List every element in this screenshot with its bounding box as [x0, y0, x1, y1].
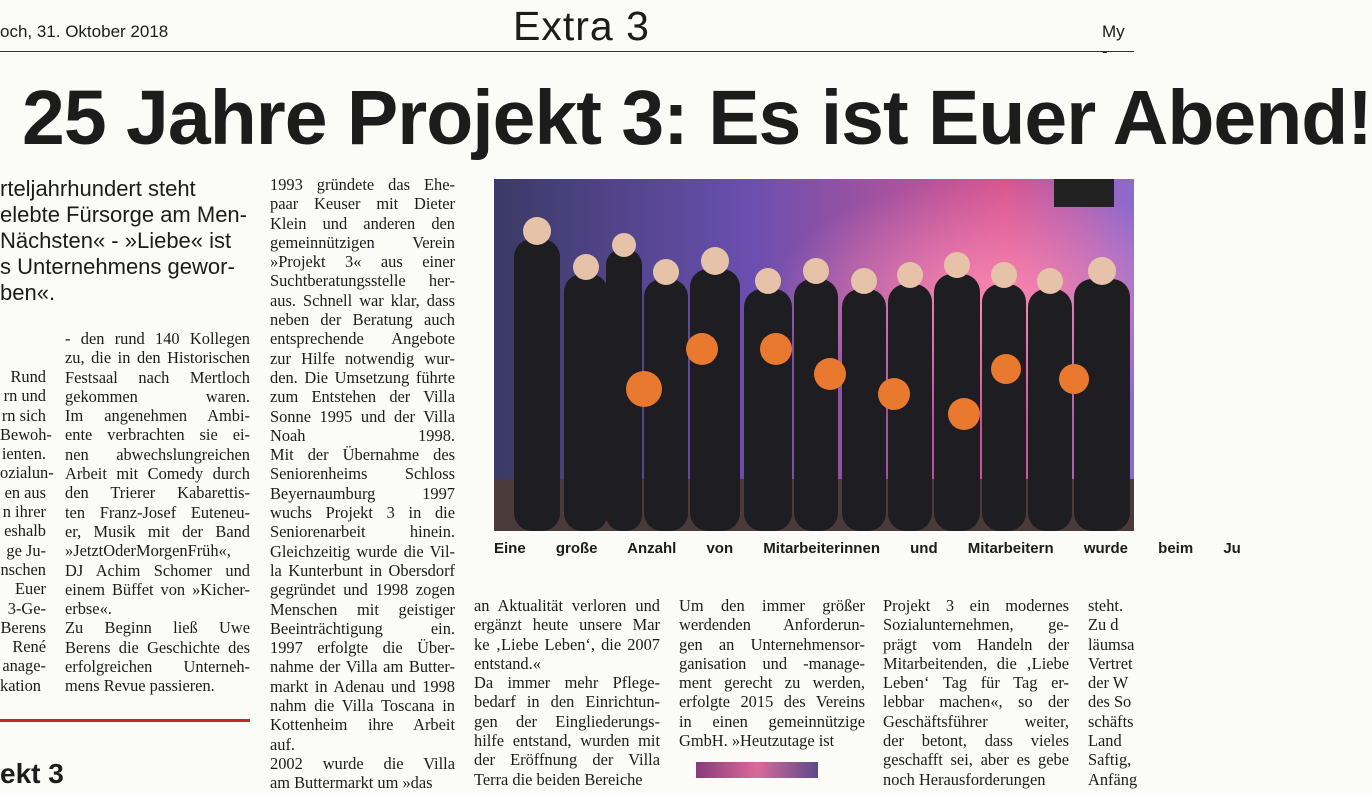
text-line: gegründet und 1998 zogen: [270, 580, 455, 600]
text-line: zum Entstehen der Villa: [270, 387, 455, 407]
text-line: schäfts: [1088, 711, 1134, 731]
column-6: [1088, 596, 1138, 789]
text-line: ienten.: [1, 444, 46, 464]
text-line: der W: [1088, 673, 1129, 693]
text-line: Leben‘ Tag für Tag er-: [883, 673, 1069, 693]
text-line: Rund: [10, 367, 46, 386]
text-line: ergänzt heute unsere Mar: [474, 615, 660, 635]
text-line: ke ‚Liebe Leben‘, die 2007: [474, 634, 660, 654]
text-line: markt in Adenau und 1998: [270, 676, 455, 696]
text-line: la Kunterbunt in Obersdorf: [270, 560, 455, 580]
column-4: [679, 596, 865, 750]
text-line: bedarf in den Einrichtun-: [474, 692, 660, 712]
lead-line: s Unternehmens gewor-: [0, 254, 235, 279]
section-subhead: ekt 3: [0, 758, 64, 789]
text-line: Berens: [0, 617, 46, 637]
text-line: Vertret: [1088, 653, 1133, 673]
text-line: Sonne 1995 und der Villa: [270, 406, 455, 426]
text-line: erfolgreichen Unterneh-: [65, 657, 250, 677]
text-line: an Aktualität verloren und: [474, 596, 660, 615]
text-line: gen der Eingliederungs-: [474, 711, 660, 731]
text-line: n ihrer: [2, 502, 46, 522]
text-line: neben der Beratung auch: [270, 310, 455, 330]
text-line: des So: [1088, 692, 1132, 712]
text-line: eshalb: [4, 521, 46, 541]
text-line: nschen: [0, 559, 46, 579]
text-line: 1997 erfolgte die Über-: [270, 638, 455, 658]
text-line: erbse«.: [65, 599, 112, 619]
text-line: Festsaal nach Mertloch: [65, 367, 250, 387]
header-rule: [0, 51, 1134, 52]
text-line: Bewoh-: [0, 424, 52, 444]
text-line: gen an Unternehmensor-: [679, 634, 865, 654]
text-line: ge Ju-: [6, 540, 46, 560]
lead-paragraph: [0, 176, 250, 306]
text-line: entsprechende Angebote: [270, 329, 455, 349]
text-line: ozialun-: [0, 463, 54, 483]
text-line: Um den immer größer: [679, 596, 865, 615]
text-line: Suchtberatungsstelle her-: [270, 271, 455, 291]
text-line: den. Die Umsetzung führte: [270, 367, 455, 387]
text-line: Noah 1998.: [270, 425, 455, 445]
text-line: prägt vom Handeln der: [883, 634, 1069, 654]
text-line: Saftig,: [1088, 750, 1132, 770]
text-line: anage-: [2, 656, 46, 676]
text-line: Beyernaumburg 1997: [270, 483, 455, 503]
text-line: paar Keuser mit Dieter: [270, 194, 455, 214]
text-line: der Eröffnung der Villa: [474, 750, 660, 770]
text-line: Beeinträchtigung ein.: [270, 618, 455, 638]
text-line: Mitarbeitenden, die ‚Liebe: [883, 653, 1069, 673]
text-line: Menschen mit geistiger: [270, 599, 455, 619]
column-5: [883, 596, 1069, 789]
text-line: rn und: [3, 386, 46, 406]
text-line: rn sich: [1, 405, 46, 425]
text-line: Anfäng: [1088, 769, 1138, 789]
text-line: der betont, dass vieles: [883, 731, 1069, 751]
text-line: mens Revue passieren.: [65, 676, 215, 696]
text-line: ment gerecht zu werden,: [679, 673, 865, 693]
text-line: er, Musik mit der Band: [65, 521, 250, 541]
text-line: 1993 gründete das Ehe-: [270, 175, 455, 194]
text-line: auf.: [270, 734, 296, 754]
text-line: DJ Achim Schomer und: [65, 560, 250, 580]
text-line: Projekt 3 ein modernes: [883, 596, 1069, 615]
text-line: kation: [0, 675, 41, 695]
text-line: gekommen waren.: [65, 386, 250, 406]
text-line: René: [12, 637, 46, 657]
text-line: aus. Schnell war klar, dass: [270, 290, 455, 310]
text-line: Klein und anderen den: [270, 213, 455, 233]
text-line: 3-Ge-: [7, 598, 46, 618]
text-line: gemeinnützigen Verein: [270, 232, 455, 252]
section-divider: [0, 719, 250, 722]
text-line: Land: [1088, 731, 1122, 751]
text-line: Da immer mehr Pflege-: [474, 673, 660, 693]
text-line: »JetztOderMorgenFrüh«,: [65, 541, 231, 561]
article-headline: 25 Jahre Projekt 3: Es ist Euer Abend!: [22, 75, 1372, 161]
text-line: hilfe entstand, wurden mit: [474, 731, 660, 751]
text-line: GmbH. »Heutzutage ist: [679, 731, 835, 751]
text-line: entstand.«: [474, 653, 541, 673]
text-line: nen abwechslungreichen: [65, 444, 250, 464]
small-image: [696, 762, 818, 778]
lead-line: rteljahrhundert steht: [0, 176, 196, 201]
column-1: [65, 329, 250, 696]
text-line: Zu d: [1088, 615, 1119, 635]
text-line: steht.: [1088, 596, 1124, 615]
text-line: am Buttermarkt um »das: [270, 773, 433, 793]
text-line: einem Büffet von »Kicher-: [65, 579, 250, 599]
text-line: - den rund 140 Kollegen: [65, 329, 250, 348]
text-line: lebbar machen«, so der: [883, 692, 1069, 712]
section-title: Extra 3: [513, 3, 650, 49]
text-line: den Trierer Kabarettis-: [65, 483, 250, 503]
text-line: läumsa: [1088, 634, 1135, 654]
text-line: wuchs Projekt 3 in die: [270, 503, 455, 523]
text-line: in einen gemeinnützige: [679, 711, 865, 731]
text-line: Seniorenarbeit hinein.: [270, 522, 455, 542]
text-line: nahm die Villa Toscana in: [270, 696, 455, 716]
text-line: werdenden Anforderun-: [679, 615, 865, 635]
group-photo: [494, 179, 1134, 531]
text-line: ganisation und -manage-: [679, 653, 865, 673]
text-line: geschafft sei, aber es gebe: [883, 750, 1069, 770]
header-date: och, 31. Oktober 2018: [0, 22, 169, 41]
text-line: ten Franz-Josef Euteneu-: [65, 502, 250, 522]
text-line: nahme der Villa am Butter-: [270, 657, 455, 677]
text-line: zur Hilfe notwendig wur-: [270, 348, 455, 368]
header-right: My: [1102, 22, 1125, 41]
column-0: [0, 367, 54, 695]
text-line: Zu Beginn ließ Uwe: [65, 618, 250, 638]
text-line: Mit der Übernahme des: [270, 445, 455, 465]
text-line: Geschäftsführer weiter,: [883, 711, 1069, 731]
text-line: Arbeit mit Comedy durch: [65, 464, 250, 484]
column-3: [474, 596, 660, 789]
column-2: [270, 175, 455, 793]
text-line: Seniorenheims Schloss: [270, 464, 455, 484]
text-line: noch Herausforderungen: [883, 769, 1046, 789]
text-line: erfolgte 2015 des Vereins: [679, 692, 865, 712]
text-line: »Projekt 3« aus einer: [270, 252, 455, 272]
text-line: Terra die beiden Bereiche: [474, 769, 643, 789]
text-line: Berens die Geschichte des: [65, 637, 250, 657]
text-line: ente verbrachten sie ei-: [65, 425, 250, 445]
text-line: Im angenehmen Ambi-: [65, 406, 250, 426]
text-line: 2002 wurde die Villa: [270, 753, 455, 773]
text-line: Kottenheim ihre Arbeit: [270, 715, 455, 735]
lead-line: ben«.: [0, 280, 56, 305]
text-line: Sozialunternehmen, ge-: [883, 615, 1069, 635]
lead-line: Nächsten« - »Liebe« ist: [0, 228, 232, 253]
text-line: Euer: [15, 579, 46, 599]
text-line: Gleichzeitig wurde die Vil-: [270, 541, 455, 561]
photo-caption: Eine große Anzahl von Mitarbeiterinnen und Mitarbeitern wurde beim Ju: [494, 540, 1241, 557]
text-line: en aus: [4, 482, 46, 502]
lead-line: elebte Fürsorge am Men-: [0, 202, 247, 227]
text-line: zu, die in den Historischen: [65, 348, 250, 368]
